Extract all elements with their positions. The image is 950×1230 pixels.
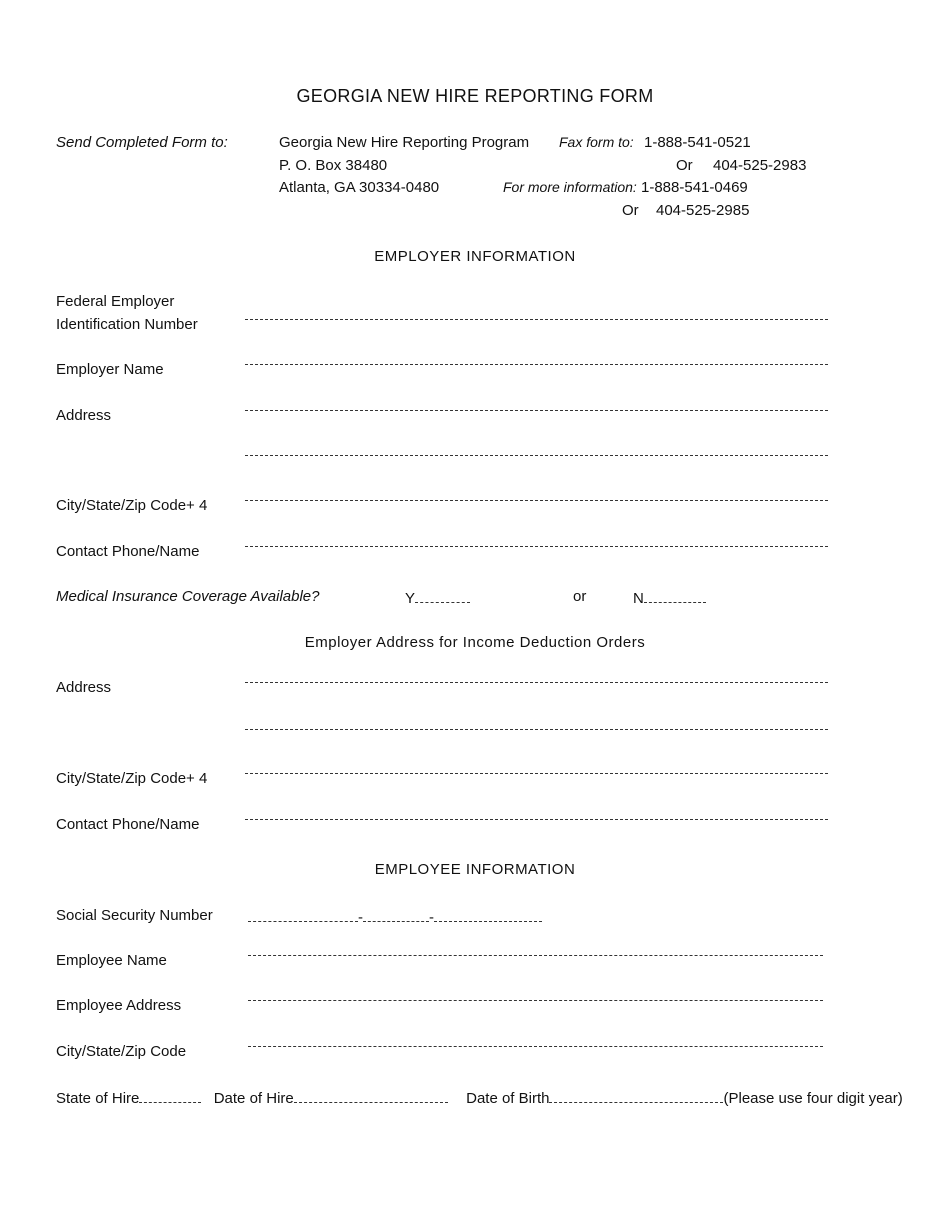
medical-no-option[interactable]: [633, 588, 706, 607]
medical-insurance-label: Medical Insurance Coverage Available?: [56, 588, 320, 605]
employee-city-label: City/State/Zip Code: [56, 1043, 187, 1060]
info-alt-number: 404-525-2985: [656, 202, 750, 219]
fein-label-line2: Identification Number: [56, 316, 198, 333]
fax-number: 1-888-541-0521: [644, 134, 751, 151]
ssn-label: Social Security Number: [56, 907, 213, 924]
employer-heading: EMPLOYER INFORMATION: [374, 248, 576, 265]
city-zip: Atlanta, GA 30334-0480: [279, 179, 440, 196]
employer-contact-label: Contact Phone/Name: [56, 543, 200, 560]
fax-label: Fax form to:: [559, 134, 634, 150]
form-title: GEORGIA NEW HIRE REPORTING FORM: [296, 86, 654, 106]
fax-alt-number: 404-525-2983: [713, 157, 807, 174]
po-box: P. O. Box 38480: [279, 157, 388, 174]
ssn-separator-1: -: [358, 909, 363, 926]
info-or-label: Or: [622, 202, 639, 219]
state-of-hire-field[interactable]: [139, 1088, 201, 1103]
medical-yes-label: Y: [405, 590, 416, 607]
date-of-hire-label: Date of Hire: [213, 1090, 294, 1107]
state-of-hire-label: State of Hire: [56, 1090, 140, 1107]
medical-yes-option[interactable]: [405, 588, 470, 607]
fein-field[interactable]: [245, 319, 828, 320]
date-of-birth-label: Date of Birth: [466, 1090, 550, 1107]
employee-name-label: Employee Name: [56, 952, 167, 969]
deduction-address-label: Address: [56, 679, 112, 696]
ssn-part3-field[interactable]: [434, 907, 542, 922]
send-completed-label: Send Completed Form to:: [56, 134, 228, 151]
deduction-heading: Employer Address for Income Deduction Orders: [304, 634, 646, 651]
ssn-part1-field[interactable]: [248, 907, 358, 922]
employee-city-field[interactable]: [248, 1046, 823, 1047]
date-of-hire-field[interactable]: [294, 1088, 448, 1103]
deduction-address-field-1[interactable]: [245, 682, 828, 683]
ssn-field-group: [248, 907, 542, 926]
employer-address-field-1[interactable]: [245, 410, 828, 411]
info-number: 1-888-541-0469: [641, 179, 748, 196]
deduction-contact-field[interactable]: [245, 819, 828, 820]
deduction-contact-label: Contact Phone/Name: [56, 816, 200, 833]
deduction-city-field[interactable]: [245, 773, 828, 774]
ssn-part2-field[interactable]: [363, 907, 429, 922]
year-note: (Please use four digit year): [723, 1090, 903, 1107]
employer-city-field[interactable]: [245, 500, 828, 501]
medical-yes-field[interactable]: [415, 588, 470, 603]
employer-address-label: Address: [56, 407, 112, 424]
fein-label-line1: Federal Employer: [56, 293, 175, 310]
employer-address-field-2[interactable]: [245, 455, 828, 456]
ssn-separator-2: -: [429, 909, 434, 926]
fax-or-label: Or: [676, 157, 693, 174]
employee-address-field[interactable]: [248, 1000, 823, 1001]
date-of-birth-field[interactable]: [549, 1088, 723, 1103]
deduction-address-field-2[interactable]: [245, 729, 828, 730]
medical-no-field[interactable]: [644, 588, 706, 603]
medical-no-label: N: [633, 590, 644, 607]
hire-details-row: [56, 1088, 903, 1107]
medical-or-label: or: [573, 588, 587, 605]
employee-heading: EMPLOYEE INFORMATION: [374, 861, 576, 878]
employer-city-label: City/State/Zip Code+ 4: [56, 497, 208, 514]
info-label: For more information:: [503, 179, 637, 195]
employee-name-field[interactable]: [248, 955, 823, 956]
deduction-city-label: City/State/Zip Code+ 4: [56, 770, 208, 787]
employee-address-label: Employee Address: [56, 997, 182, 1014]
employer-contact-field[interactable]: [245, 546, 828, 547]
program-name: Georgia New Hire Reporting Program: [279, 134, 530, 151]
employer-name-field[interactable]: [245, 364, 828, 365]
employer-name-label: Employer Name: [56, 361, 164, 378]
